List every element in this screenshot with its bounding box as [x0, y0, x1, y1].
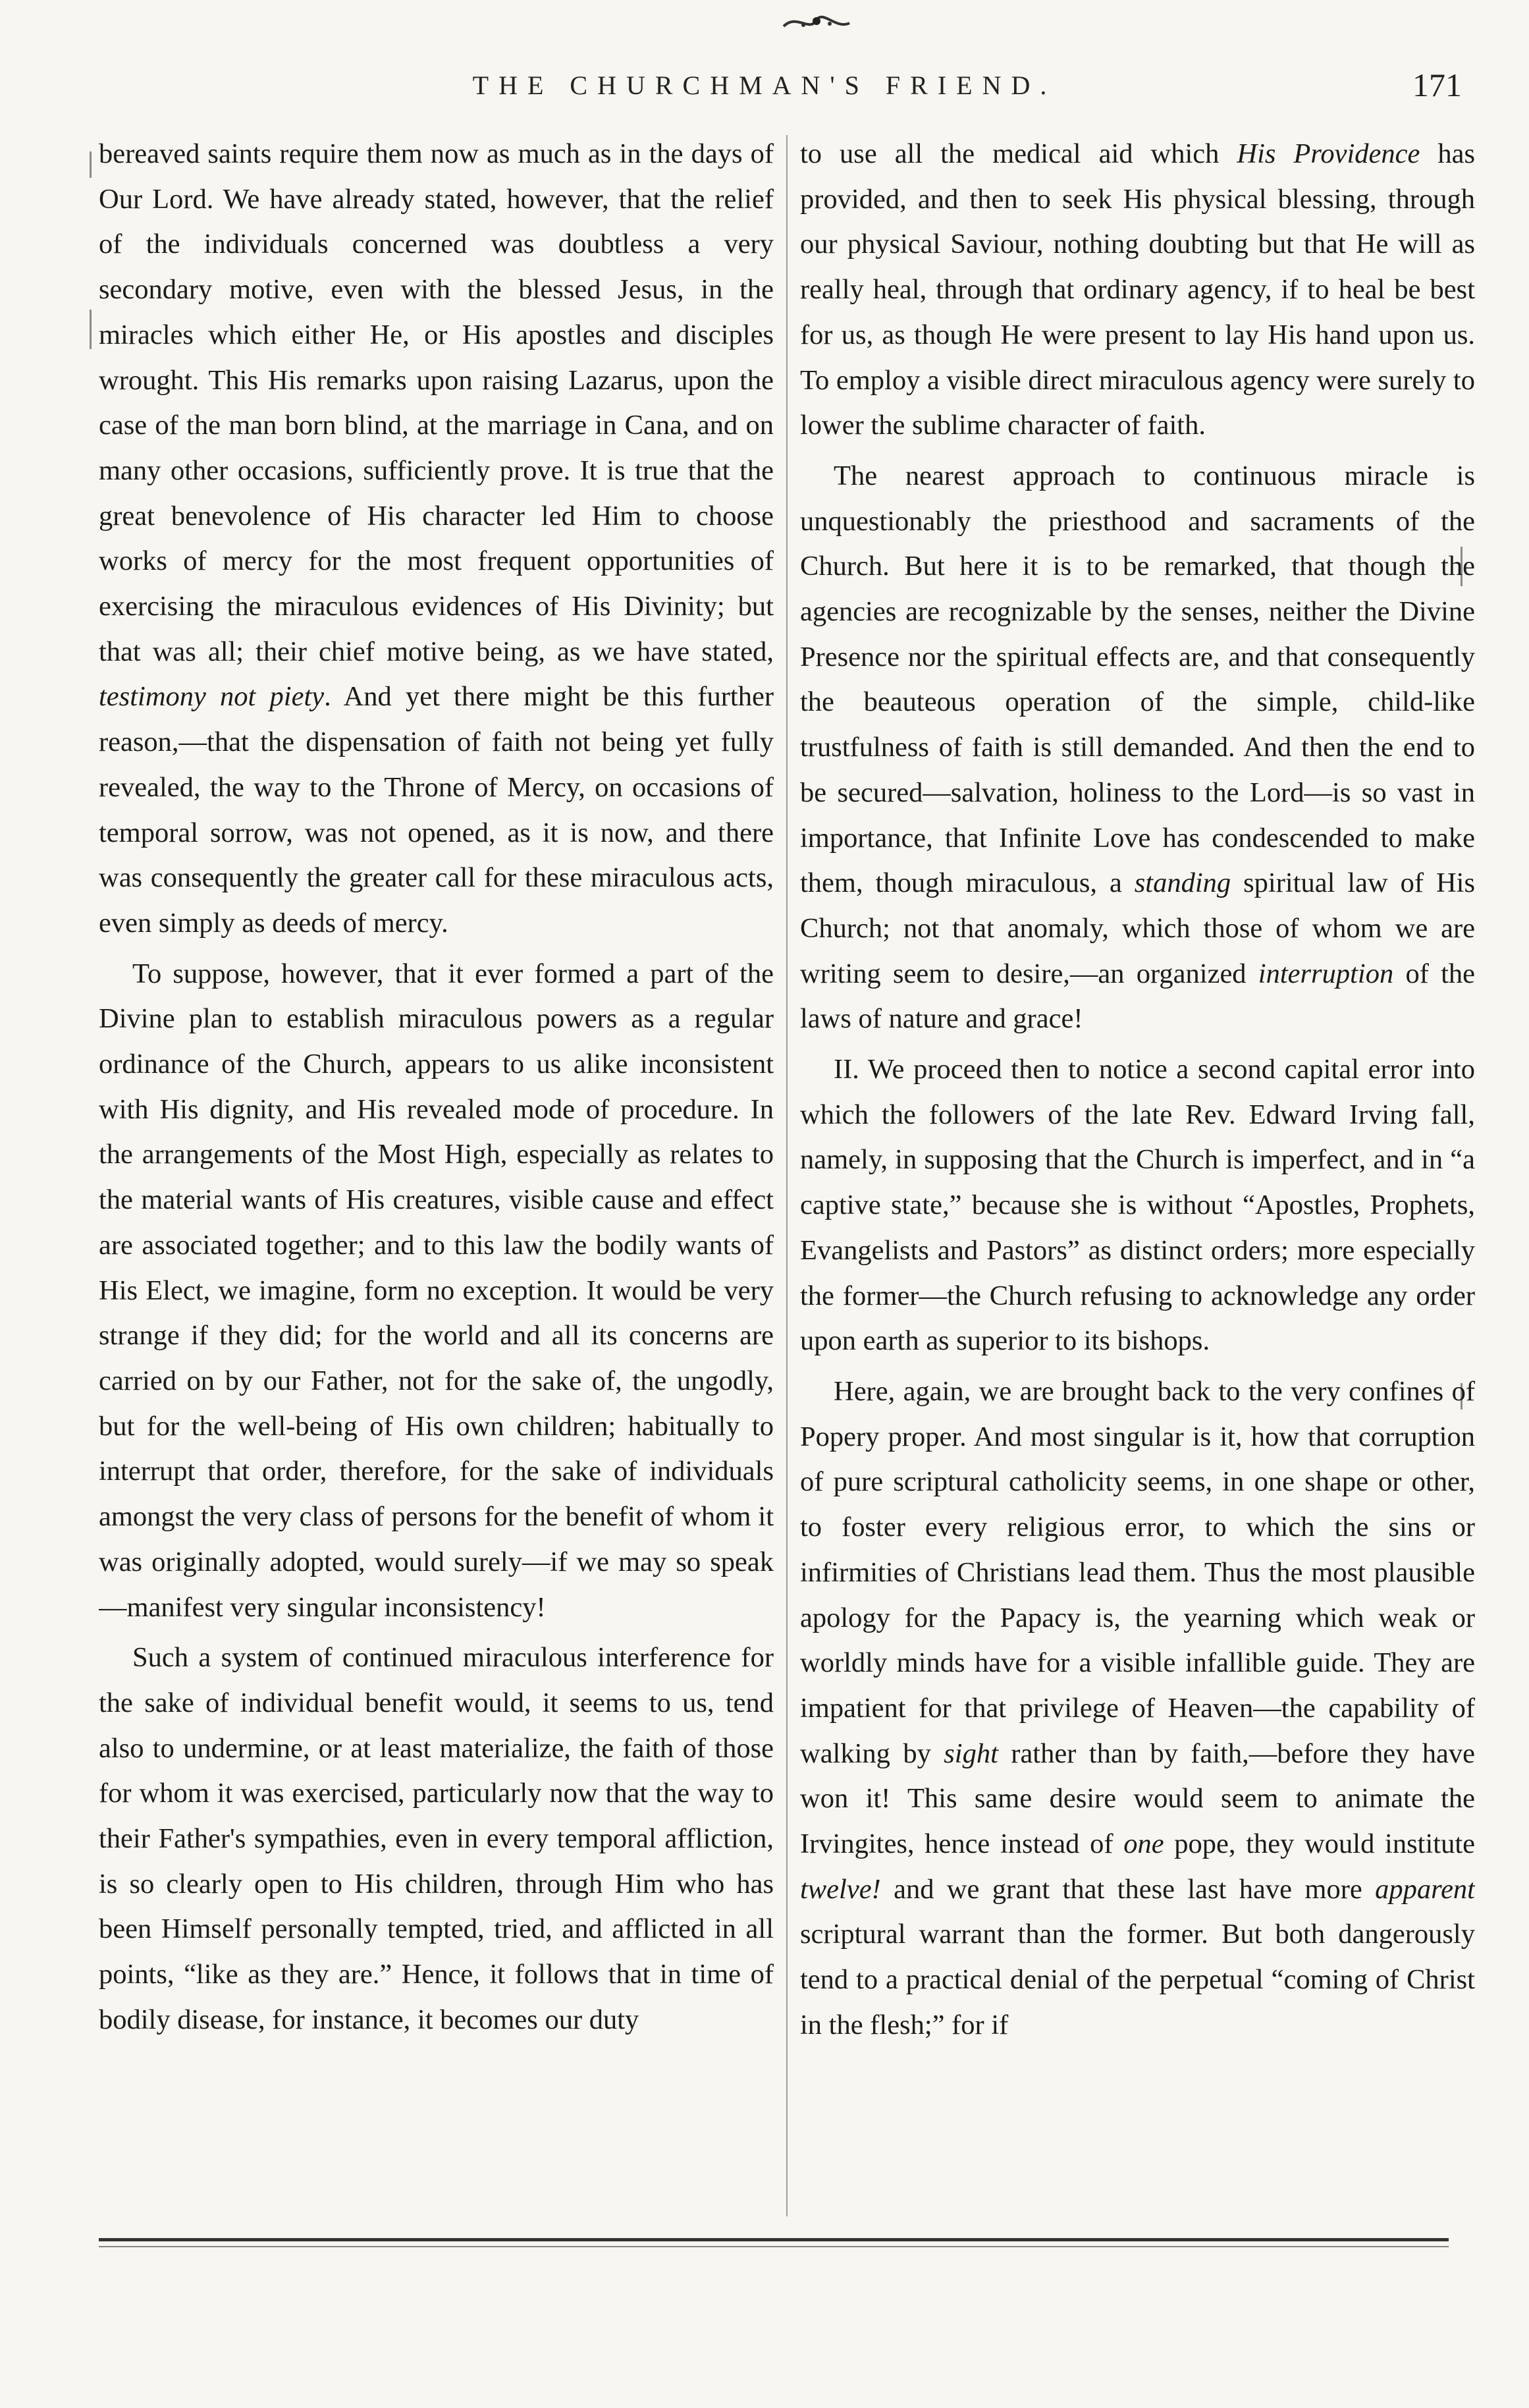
- paragraph: bereaved saints require them now as much as in the days of Our Lord. We have already stated, however, that the relief of the individuals concerned was doubtless a very secondary motive, even with the blessed Jesus, in the miracles which either He, or His apostles and disciples wrought. This His remarks upon raising Lazarus, upon the case of the man born blind, at the marriage in Cana, and on many other occasions, sufficiently prove. It is true that the great benevolence of His character led Him to choose works of mercy for the most frequent opportunities of exercising the miraculous evidences of His Divinity; but that was all; their chief motive being, as we have stated, testimony not piety. And yet there might be this further reason,—that the dispensation of faith not being yet fully revealed, the way to the Throne of Mercy, on occasions of temporal sorrow, was not opened, as it is now, and there was consequently the greater call for these miraculous acts, even simply as deeds of mercy.: [99, 138, 774, 939]
- bottom-rule-thin: [99, 2246, 1449, 2247]
- running-title: THE CHURCHMAN'S FRIEND.: [472, 70, 1057, 100]
- left-text-column: [99, 132, 774, 2213]
- bottom-rule: [99, 2238, 1449, 2241]
- left-margin-mark: [90, 151, 92, 178]
- page-number: 171: [1412, 67, 1462, 103]
- paragraph: The nearest approach to continuous miracle is unquestionably the priesthood and sacraments of the Church. But here it is to be remarked, that though the agencies are recognizable by the senses, neither the Divine Presence nor the spiritual effects are, and that consequently the beauteous operation of the simple, child-like trustfulness of faith is still demanded. And then the end to be secured—salvation, holiness to the Lord—is so vast in importance, that Infinite Love has condescended to make them, though miraculous, a standing spiritual law of His Church; not that anomaly, which those of whom we are writing seem to desire,—an organized interruption of the laws of nature and grace!: [800, 460, 1475, 1035]
- left-margin-mark: [90, 310, 92, 349]
- paragraph: Here, again, we are brought back to the very confines of Popery proper. And most singular is it, how that corruption of pure scriptural catholicity seems, in one shape or other, to foster every religious error, to which the sins or infirmities of Christians lead them. Thus the most plausible apology for the Papacy is, the yearning which weak or worldly minds have for a visible infallible guide. They are impatient for that privilege of Heaven—the capability of walking by sight rather than by faith,—before they have won it! This same desire would seem to animate the Irvingites, hence instead of one pope, they would institute twelve! and we grant that these last have more apparent scriptural warrant than the former. But both dangerously tend to a practical denial of the perpetual “coming of Christ in the flesh;” for if: [800, 1375, 1475, 2040]
- paragraph: Such a system of continued miraculous interference for the sake of individual benefit would, it seems to us, tend also to undermine, or at least materialize, the faith of those for whom it was exercised, particularly now that the way to their Father's sympathies, even in every temporal affliction, is so clearly open to His children, through Him who has been Himself personally tempted, tried, and afflicted in all points, “like as they are.” Hence, it follows that in time of bodily disease, for instance, it becomes our duty: [99, 1642, 774, 2035]
- column-divider: [786, 135, 788, 2216]
- ornament-flourish-icon: [777, 7, 856, 40]
- right-text-column: [800, 132, 1475, 2213]
- paragraph: to use all the medical aid which His Providence has provided, and then to seek His physical blessing, through our physical Saviour, nothing doubting but that He will as really heal, through that ordinary agency, if to heal be best for us, as though He were present to lay His hand upon us. To employ a visible direct miraculous agency were surely to lower the sublime character of faith.: [800, 138, 1475, 441]
- paragraph: II. We proceed then to notice a second capital error into which the followers of the late Rev. Edward Irving fall, namely, in supposing that the Church is imperfect, and in “a captive state,” because she is without “Apostles, Prophets, Evangelists and Pastors” as distinct orders; more especially the former—the Church refusing to acknowledge any order upon earth as superior to its bishops.: [800, 1054, 1475, 1357]
- paragraph: To suppose, however, that it ever formed a part of the Divine plan to establish miraculous powers as a regular ordinance of the Church, appears to us alike inconsistent with His dignity, and His revealed mode of procedure. In the arrangements of the Most High, especially as relates to the material wants of His creatures, visible cause and effect are associated together; and to this law the bodily wants of His Elect, we imagine, form no exception. It would be very strange if they did; for the world and all its concerns are carried on by our Father, not for the sake of, the ungodly, but for the well-being of His own children; habitually to interrupt that order, therefore, for the sake of individuals amongst the very class of persons for the benefit of whom it was originally adopted, would surely—if we may so speak—manifest very singular inconsistency!: [99, 958, 774, 1623]
